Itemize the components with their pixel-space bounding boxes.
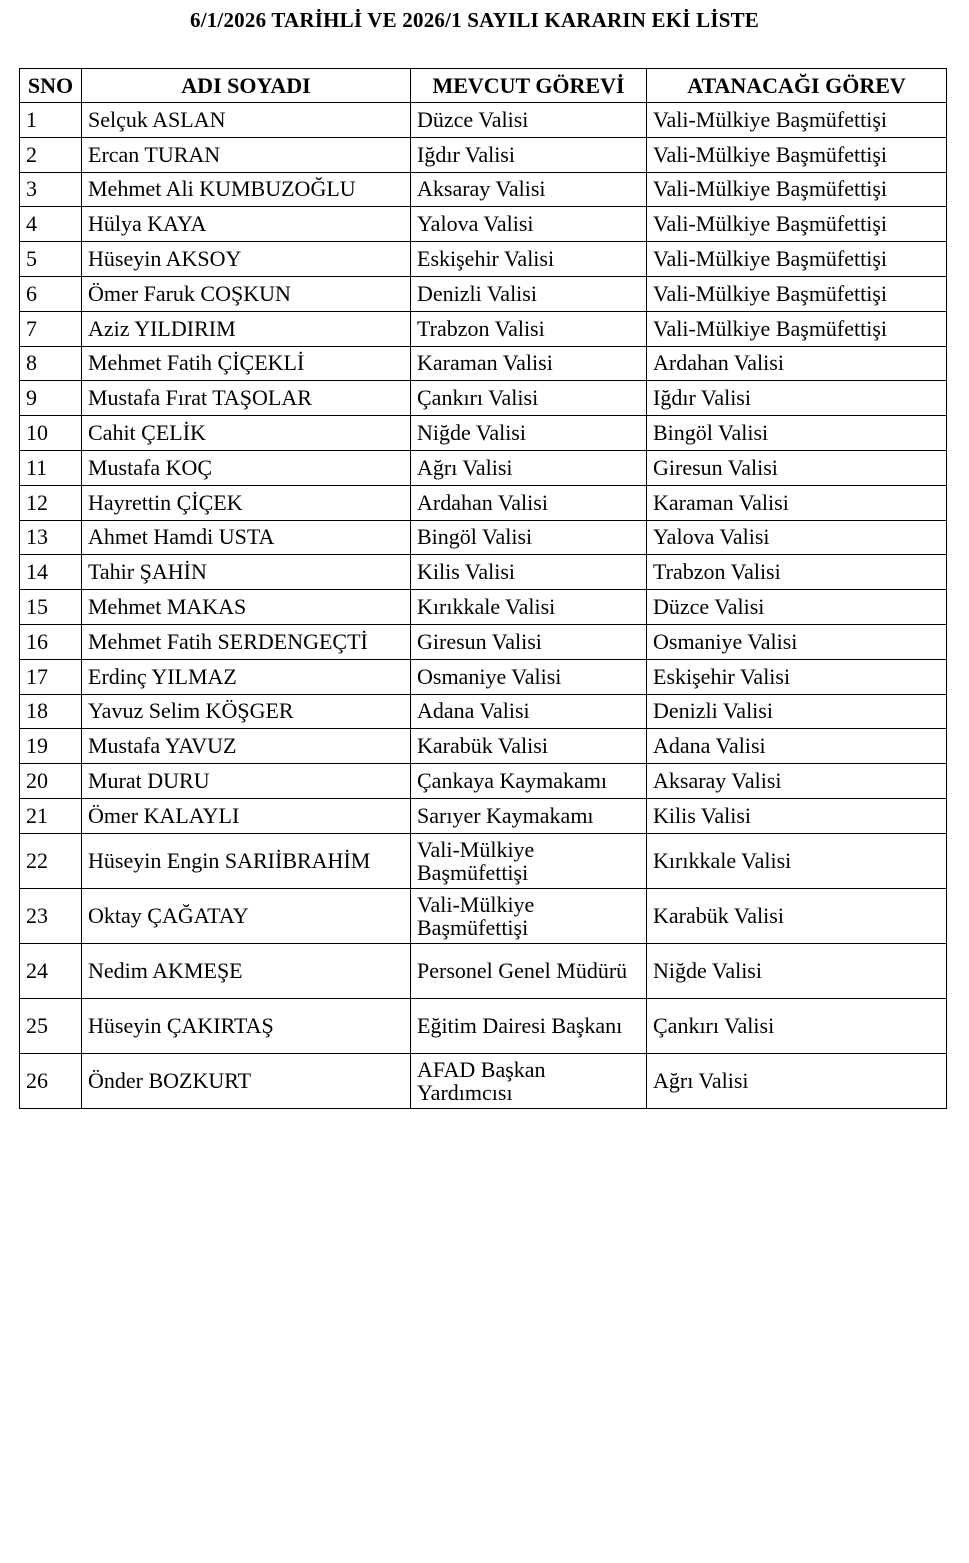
cell-name: Hüseyin ÇAKIRTAŞ bbox=[82, 998, 411, 1053]
cell-name: Selçuk ASLAN bbox=[82, 103, 411, 138]
cell-current-position: Düzce Valisi bbox=[411, 103, 647, 138]
cell-sno: 8 bbox=[20, 346, 82, 381]
table-row bbox=[20, 346, 947, 381]
cell-name: Mustafa KOÇ bbox=[82, 450, 411, 485]
cell-name: Ömer Faruk COŞKUN bbox=[82, 276, 411, 311]
cell-current-position: Karaman Valisi bbox=[411, 346, 647, 381]
cell-sno: 6 bbox=[20, 276, 82, 311]
header-new-position: ATANACAĞI GÖREV bbox=[647, 69, 947, 103]
cell-new-position: Vali-Mülkiye Başmüfettişi bbox=[647, 172, 947, 207]
cell-new-position: Kırıkkale Valisi bbox=[647, 833, 947, 888]
cell-name: Oktay ÇAĞATAY bbox=[82, 888, 411, 943]
cell-sno: 16 bbox=[20, 624, 82, 659]
cell-sno: 18 bbox=[20, 694, 82, 729]
cell-new-position: Karaman Valisi bbox=[647, 485, 947, 520]
cell-new-position: Vali-Mülkiye Başmüfettişi bbox=[647, 207, 947, 242]
cell-name: Mehmet Fatih ÇİÇEKLİ bbox=[82, 346, 411, 381]
cell-name: Ercan TURAN bbox=[82, 137, 411, 172]
cell-new-position: Eskişehir Valisi bbox=[647, 659, 947, 694]
table-row bbox=[20, 833, 947, 888]
cell-sno: 25 bbox=[20, 998, 82, 1053]
cell-name: Murat DURU bbox=[82, 764, 411, 799]
table-row bbox=[20, 590, 947, 625]
cell-sno: 19 bbox=[20, 729, 82, 764]
cell-name: Hüseyin Engin SARIİBRAHİM bbox=[82, 833, 411, 888]
header-current-position: MEVCUT GÖREVİ bbox=[411, 69, 647, 103]
cell-name: Aziz YILDIRIM bbox=[82, 311, 411, 346]
cell-name: Erdinç YILMAZ bbox=[82, 659, 411, 694]
cell-new-position: Çankırı Valisi bbox=[647, 998, 947, 1053]
table-row bbox=[20, 311, 947, 346]
cell-current-position: Kırıkkale Valisi bbox=[411, 590, 647, 625]
cell-new-position: Bingöl Valisi bbox=[647, 416, 947, 451]
cell-new-position: Giresun Valisi bbox=[647, 450, 947, 485]
cell-current-position: AFAD Başkan Yardımcısı bbox=[411, 1053, 647, 1108]
header-sno: SNO bbox=[20, 69, 82, 103]
table-row bbox=[20, 694, 947, 729]
cell-sno: 21 bbox=[20, 798, 82, 833]
header-name: ADI SOYADI bbox=[82, 69, 411, 103]
cell-current-position: Denizli Valisi bbox=[411, 276, 647, 311]
cell-current-position: Personel Genel Müdürü bbox=[411, 943, 647, 998]
table-row bbox=[20, 943, 947, 998]
cell-new-position: Adana Valisi bbox=[647, 729, 947, 764]
cell-sno: 14 bbox=[20, 555, 82, 590]
cell-current-position: Yalova Valisi bbox=[411, 207, 647, 242]
table-row bbox=[20, 729, 947, 764]
cell-name: Yavuz Selim KÖŞGER bbox=[82, 694, 411, 729]
table-row bbox=[20, 998, 947, 1053]
table-row bbox=[20, 485, 947, 520]
cell-name: Mehmet Fatih SERDENGEÇTİ bbox=[82, 624, 411, 659]
cell-name: Mustafa YAVUZ bbox=[82, 729, 411, 764]
table-row bbox=[20, 276, 947, 311]
cell-sno: 26 bbox=[20, 1053, 82, 1108]
cell-name: Hayrettin ÇİÇEK bbox=[82, 485, 411, 520]
cell-current-position: Vali-Mülkiye Başmüfettişi bbox=[411, 888, 647, 943]
table-row bbox=[20, 888, 947, 943]
cell-current-position: Niğde Valisi bbox=[411, 416, 647, 451]
cell-name: Mehmet MAKAS bbox=[82, 590, 411, 625]
table-row bbox=[20, 137, 947, 172]
cell-current-position: Çankaya Kaymakamı bbox=[411, 764, 647, 799]
cell-sno: 20 bbox=[20, 764, 82, 799]
cell-new-position: Vali-Mülkiye Başmüfettişi bbox=[647, 311, 947, 346]
cell-new-position: Vali-Mülkiye Başmüfettişi bbox=[647, 137, 947, 172]
cell-new-position: Trabzon Valisi bbox=[647, 555, 947, 590]
table-row bbox=[20, 520, 947, 555]
cell-current-position: Çankırı Valisi bbox=[411, 381, 647, 416]
document-title: 6/1/2026 TARİHLİ VE 2026/1 SAYILI KARARIN EKİ LİSTE bbox=[190, 8, 759, 32]
table-row bbox=[20, 1053, 947, 1108]
cell-new-position: Düzce Valisi bbox=[647, 590, 947, 625]
cell-current-position: Vali-Mülkiye Başmüfettişi bbox=[411, 833, 647, 888]
cell-current-position: Ardahan Valisi bbox=[411, 485, 647, 520]
cell-new-position: Ağrı Valisi bbox=[647, 1053, 947, 1108]
cell-current-position: Karabük Valisi bbox=[411, 729, 647, 764]
appointment-table bbox=[19, 68, 947, 1109]
cell-new-position: Niğde Valisi bbox=[647, 943, 947, 998]
cell-sno: 22 bbox=[20, 833, 82, 888]
cell-sno: 9 bbox=[20, 381, 82, 416]
cell-new-position: Iğdır Valisi bbox=[647, 381, 947, 416]
cell-new-position: Vali-Mülkiye Başmüfettişi bbox=[647, 242, 947, 277]
table-row bbox=[20, 624, 947, 659]
cell-new-position: Vali-Mülkiye Başmüfettişi bbox=[647, 103, 947, 138]
table-row bbox=[20, 172, 947, 207]
cell-sno: 17 bbox=[20, 659, 82, 694]
table-row bbox=[20, 450, 947, 485]
cell-sno: 10 bbox=[20, 416, 82, 451]
cell-new-position: Ardahan Valisi bbox=[647, 346, 947, 381]
table-row bbox=[20, 207, 947, 242]
table-row bbox=[20, 555, 947, 590]
cell-current-position: Sarıyer Kaymakamı bbox=[411, 798, 647, 833]
table-row bbox=[20, 764, 947, 799]
cell-sno: 5 bbox=[20, 242, 82, 277]
cell-current-position: Giresun Valisi bbox=[411, 624, 647, 659]
cell-current-position: Osmaniye Valisi bbox=[411, 659, 647, 694]
cell-current-position: Ağrı Valisi bbox=[411, 450, 647, 485]
cell-current-position: Eskişehir Valisi bbox=[411, 242, 647, 277]
cell-current-position: Trabzon Valisi bbox=[411, 311, 647, 346]
cell-sno: 4 bbox=[20, 207, 82, 242]
cell-name: Önder BOZKURT bbox=[82, 1053, 411, 1108]
table-row bbox=[20, 659, 947, 694]
cell-current-position: Aksaray Valisi bbox=[411, 172, 647, 207]
table-row bbox=[20, 103, 947, 138]
cell-name: Ahmet Hamdi USTA bbox=[82, 520, 411, 555]
cell-new-position: Kilis Valisi bbox=[647, 798, 947, 833]
cell-current-position: Iğdır Valisi bbox=[411, 137, 647, 172]
cell-name: Hüseyin AKSOY bbox=[82, 242, 411, 277]
cell-new-position: Denizli Valisi bbox=[647, 694, 947, 729]
cell-new-position: Osmaniye Valisi bbox=[647, 624, 947, 659]
cell-name: Mehmet Ali KUMBUZOĞLU bbox=[82, 172, 411, 207]
cell-sno: 13 bbox=[20, 520, 82, 555]
cell-name: Mustafa Fırat TAŞOLAR bbox=[82, 381, 411, 416]
cell-new-position: Karabük Valisi bbox=[647, 888, 947, 943]
cell-current-position: Adana Valisi bbox=[411, 694, 647, 729]
cell-current-position: Kilis Valisi bbox=[411, 555, 647, 590]
cell-sno: 7 bbox=[20, 311, 82, 346]
cell-sno: 1 bbox=[20, 103, 82, 138]
cell-sno: 23 bbox=[20, 888, 82, 943]
cell-name: Cahit ÇELİK bbox=[82, 416, 411, 451]
cell-sno: 2 bbox=[20, 137, 82, 172]
cell-name: Tahir ŞAHİN bbox=[82, 555, 411, 590]
cell-sno: 3 bbox=[20, 172, 82, 207]
cell-sno: 15 bbox=[20, 590, 82, 625]
cell-current-position: Bingöl Valisi bbox=[411, 520, 647, 555]
table-row bbox=[20, 381, 947, 416]
table-row bbox=[20, 416, 947, 451]
cell-sno: 11 bbox=[20, 450, 82, 485]
cell-sno: 24 bbox=[20, 943, 82, 998]
cell-sno: 12 bbox=[20, 485, 82, 520]
table-row bbox=[20, 798, 947, 833]
cell-name: Hülya KAYA bbox=[82, 207, 411, 242]
cell-name: Nedim AKMEŞE bbox=[82, 943, 411, 998]
cell-current-position: Eğitim Dairesi Başkanı bbox=[411, 998, 647, 1053]
table-header-row bbox=[20, 69, 947, 103]
cell-new-position: Vali-Mülkiye Başmüfettişi bbox=[647, 276, 947, 311]
table-row bbox=[20, 242, 947, 277]
cell-new-position: Aksaray Valisi bbox=[647, 764, 947, 799]
cell-new-position: Yalova Valisi bbox=[647, 520, 947, 555]
cell-name: Ömer KALAYLI bbox=[82, 798, 411, 833]
